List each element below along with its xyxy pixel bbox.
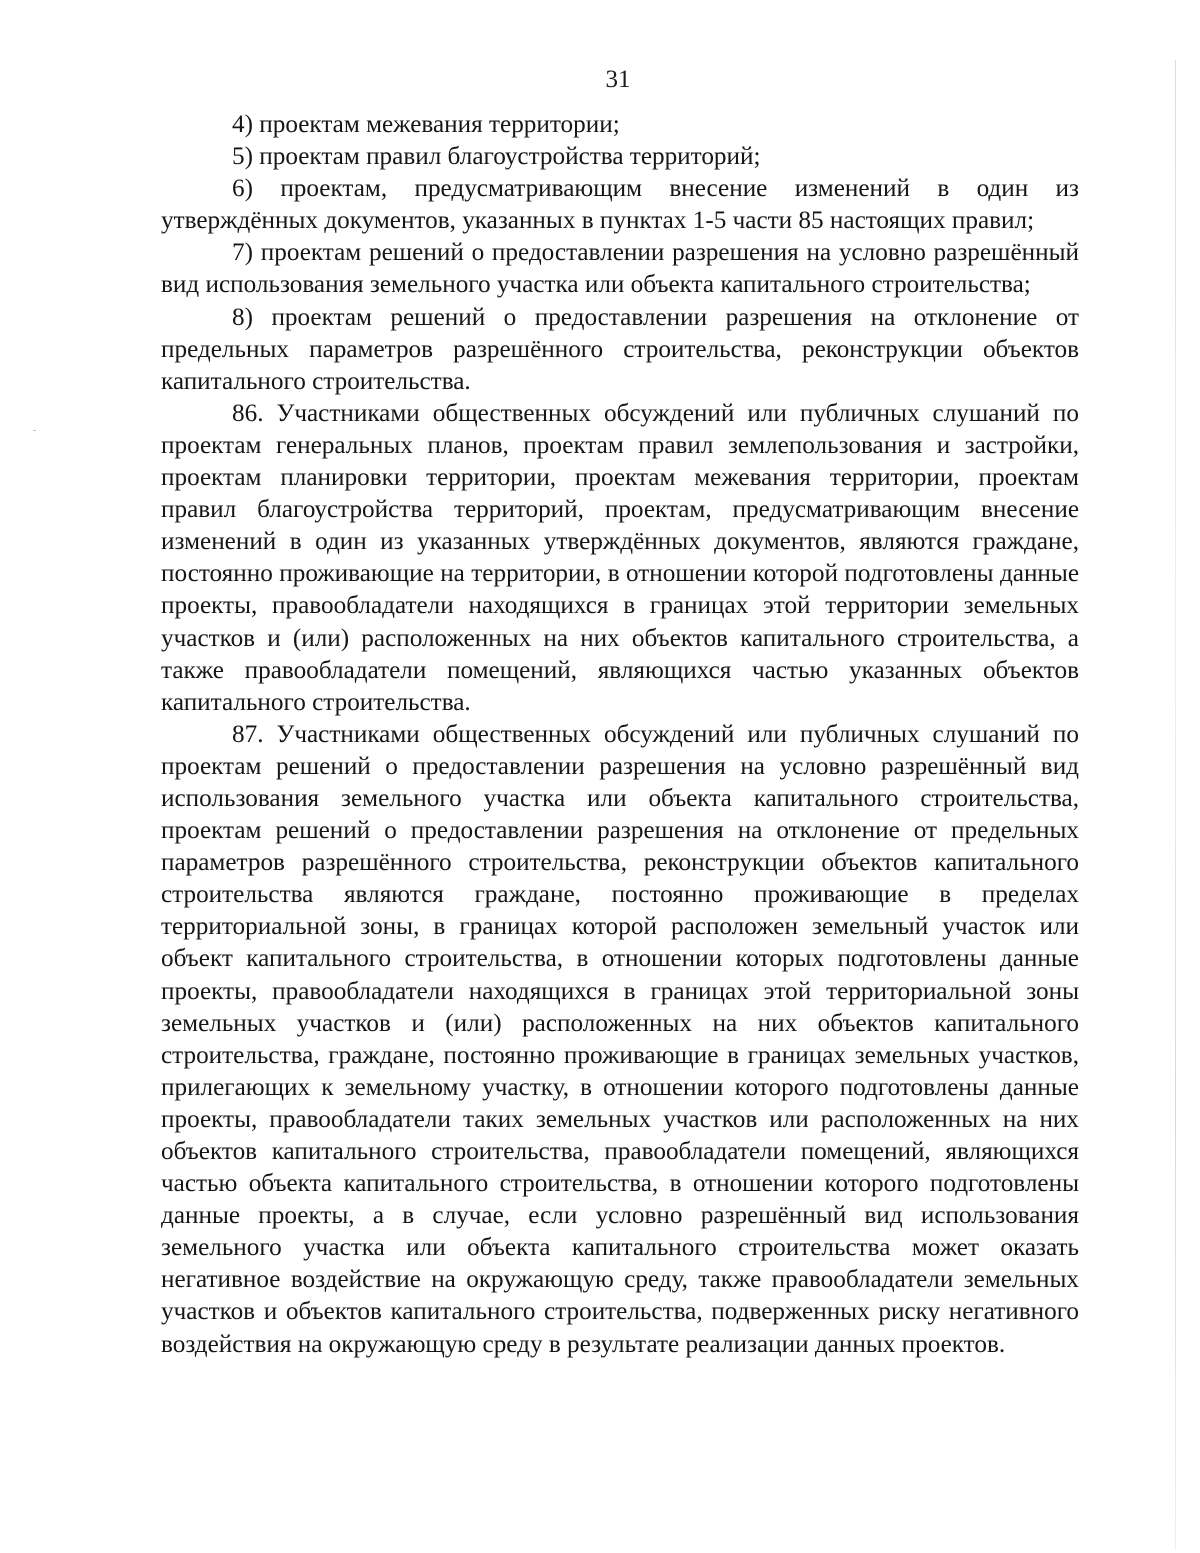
list-item-4: 4) проектам межевания территории;: [232, 111, 620, 138]
clause-86-paragraph: 86. Участниками общественных обсуждений или публичных слушаний по проектам генеральных планов, проектам правил землепользования и застройки, проектам планировки территории, проектам межевания территории, проектам правил благоустройства территорий, проектам, предусматривающим внесение изменений в один из указанных утверждённых документов, являются граждане, постоянно проживающие на территории, в отношении которой подготовлены данные проекты, правообладатели находящихся в границах этой территории земельных участков и (или) расположенных на них объектов капитального строительства, а также правообладатели помещений, являющихся частью указанных объектов капитального строительства.: [161, 399, 1079, 716]
list-item-7: 7) проектам решений о предоставлении разрешения на условно разрешённый вид использования земельного участка или объекта капитального строительства;: [161, 239, 1079, 299]
list-item-5: 5) проектам правил благоустройства территорий;: [232, 143, 761, 171]
page-number: 31: [605, 66, 631, 93]
document-body: [161, 109, 1079, 1361]
clause-87-paragraph: 87. Участниками общественных обсуждений или публичных слушаний по проектам решений о предоставлении разрешения на условно разрешённый вид использования земельного участка или объекта капитального строительства, проектам решений о предоставлении разрешения на отклонение от предельных параметров разрешённого строительства, реконструкции объектов капитального строительства являются граждане, постоянно проживающие в пределах территориальной зоны, в границах которой расположен земельный участок или объект капитального строительства, в отношении которых подготовлены данные проекты, правообладатели находящихся в границах этой территориальной зоны земельных участков и (или) расположенных на них объектов капитального строительства, граждане, постоянно проживающие в границах земельных участков, прилегающих к земельному участку, в отношении которого подготовлены данные проекты, правообладатели таких земельных участков или расположенных на них объектов капитального строительства, правообладатели помещений, являющихся частью объекта капитального строительства, в отношении которого подготовлены данные проекты, а в случае, если условно разрешённый вид использования земельного участка или объекта капитального строительства может оказать негативное воздействие на окружающую среду, также правообладатели земельных участков и объектов капитального строительства, подверженных риску негативного воздействия на окружающую среду в результате реализации данных проектов.: [161, 720, 1079, 1358]
list-item-8: 8) проектам решений о предоставлении разрешения на отклонение от предельных параметров разрешённого строительства, реконструкции объектов капитального строительства.: [161, 303, 1079, 395]
scan-edge-line: [1175, 60, 1176, 1550]
scan-speck: [33, 430, 36, 431]
list-item-6: 6) проектам, предусматривающим внесение изменений в один из утверждённых документов, указанных в пунктах 1-5 части 85 настоящих правил;: [161, 175, 1079, 235]
